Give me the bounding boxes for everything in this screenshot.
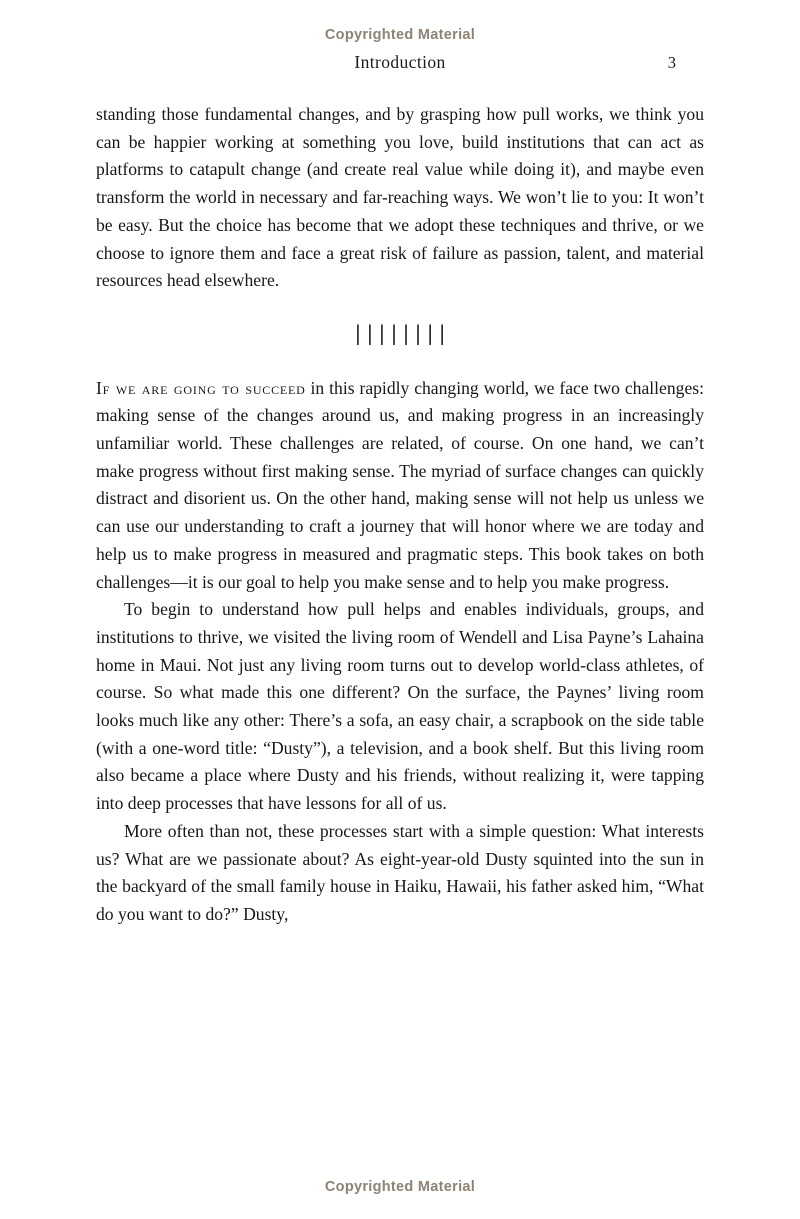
- page-body: [96, 101, 704, 929]
- copyright-watermark-top: Copyrighted Material: [324, 27, 476, 43]
- page-number: 3: [667, 53, 676, 72]
- paragraph: To begin to understand how pull helps and enables individuals, groups, and institutions to thrive, we visited the living room of Wendell and Lisa Payne’s Lahaina home in Maui. Not just any living room turns out to develop world-class athletes, of course. So what made this one different? On the surface, the Paynes’ living room looks much like any other: There’s a sofa, an easy chair, a scrapbook on the side table (with a one-word title: “Dusty”), a television, and a book shelf. But this living room also became a place where Dusty and his friends, without realizing it, were tapping into deep processes that have lessons for all of us.: [96, 599, 704, 814]
- copyright-watermark-bottom: Copyrighted Material: [324, 1179, 476, 1195]
- smallcaps-lead: If we are going to succeed: [96, 377, 306, 398]
- paragraph-continuation: standing those fundamental changes, and by grasping how pull works, we think you can be happier working at something you love, build institutions that can act as platforms to catapult change (and create real value while doing it), and maybe even transform the world in necessary and far-reaching ways. We won’t lie to you: It won’t be easy. But the choice has become that we adopt these techniques and thrive, or we choose to ignore them and face a great risk of failure as passion, talent, and material resources head elsewhere.: [96, 104, 704, 291]
- page-header: [96, 52, 704, 76]
- section-divider-icon: ||||||||: [351, 320, 449, 345]
- chapter-title: Introduction: [354, 52, 446, 72]
- section-opening-paragraph: [96, 375, 704, 597]
- section-paragraph-text: in this rapidly changing world, we face two challenges: making sense of the changes around us, and making progress in an increasingly unfamiliar world. These challenges are related, of course. On one hand, we can’t make progress without first making sense. The myriad of surface changes can quickly distract and disorient us. On the other hand, making sense will not help us unless we can use our understanding to craft a journey that will honor where we are today and help us to make progress in measured and pragmatic steps. This book takes on both challenges—it is our goal to help you make sense and to help you make progress.: [96, 377, 704, 592]
- paragraph: More often than not, these processes start with a simple question: What interests us? What are we passionate about? As eight-year-old Dusty squinted into the sun in the backyard of the small family house in Haiku, Hawaii, his father asked him, “What do you want to do?” Dusty,: [96, 820, 704, 924]
